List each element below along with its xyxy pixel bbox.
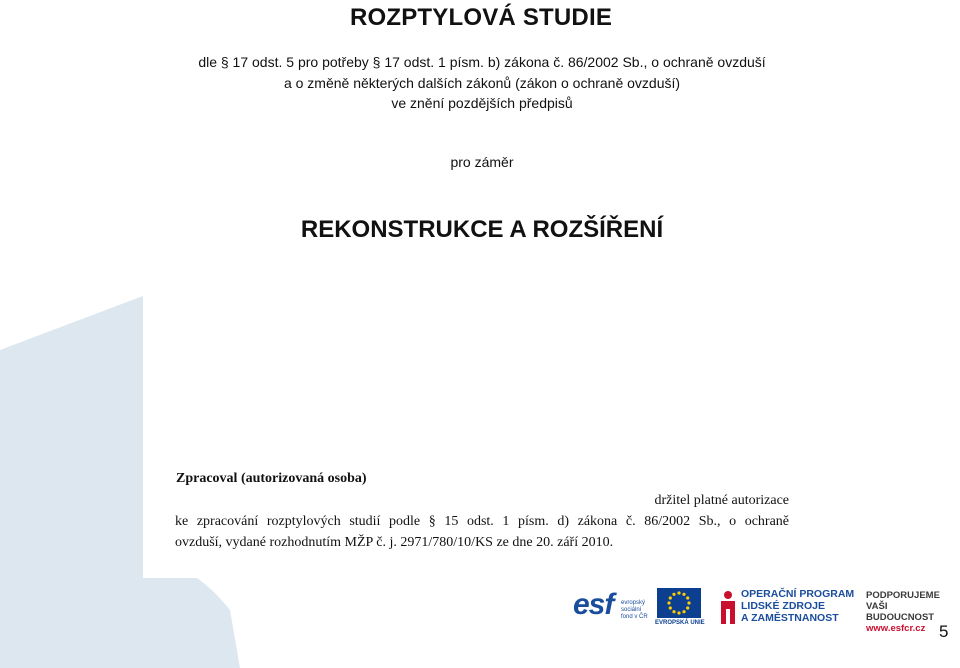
for-project-label: pro záměr [450,154,514,170]
document-title: ROZPTYLOVÁ STUDIE [349,4,613,31]
eu-flag-icon [657,588,701,618]
esf-logo-text: esf [573,588,614,621]
authorization-line-2: ke zpracování rozptylových studií podle § 15 odst. 1 písm. d) zákona č. 86/2002 Sb., o ochraně [175,514,789,529]
support-url: www.esfcr.cz [866,623,926,634]
footer-logos [571,586,951,634]
authorization-line-3: ovzduší, vydané rozhodnutím MŽP č. j. 2971/780/10/KS ze dne 20. září 2010. [175,535,614,550]
op-lzz-icon [719,590,737,626]
law-reference-line-2: a o změně některých dalších zákonů (zákon o ochraně ovzduší) [283,75,681,91]
law-reference-line-3: ve znění pozdějších předpisů [391,95,573,111]
esf-logo [573,586,619,628]
eu-label: EVROPSKÁ UNIE [655,620,705,626]
authorization-line-1: držitel platné autorizace [654,493,789,508]
op-lzz-text: OPERAČNÍ PROGRAM LIDSKÉ ZDROJE A ZAMĚSTNANOST [741,588,855,624]
esf-subtitle: evropský sociální fond v ČR [621,600,648,620]
law-reference-line-1: dle § 17 odst. 5 pro potřeby § 17 odst. 1 písm. b) zákona č. 86/2002 Sb., o ochraně ovzduší [198,54,766,70]
prepared-by-label: Zpracoval (autorizovaná osoba) [176,471,367,486]
page-number: 5 [939,622,949,641]
project-title: REKONSTRUKCE A ROZŠÍŘENÍ [300,216,664,243]
support-slogan: PODPORUJEME VAŠI BUDOUCNOST www.esfcr.cz [866,590,951,634]
authorization-block [175,490,789,553]
